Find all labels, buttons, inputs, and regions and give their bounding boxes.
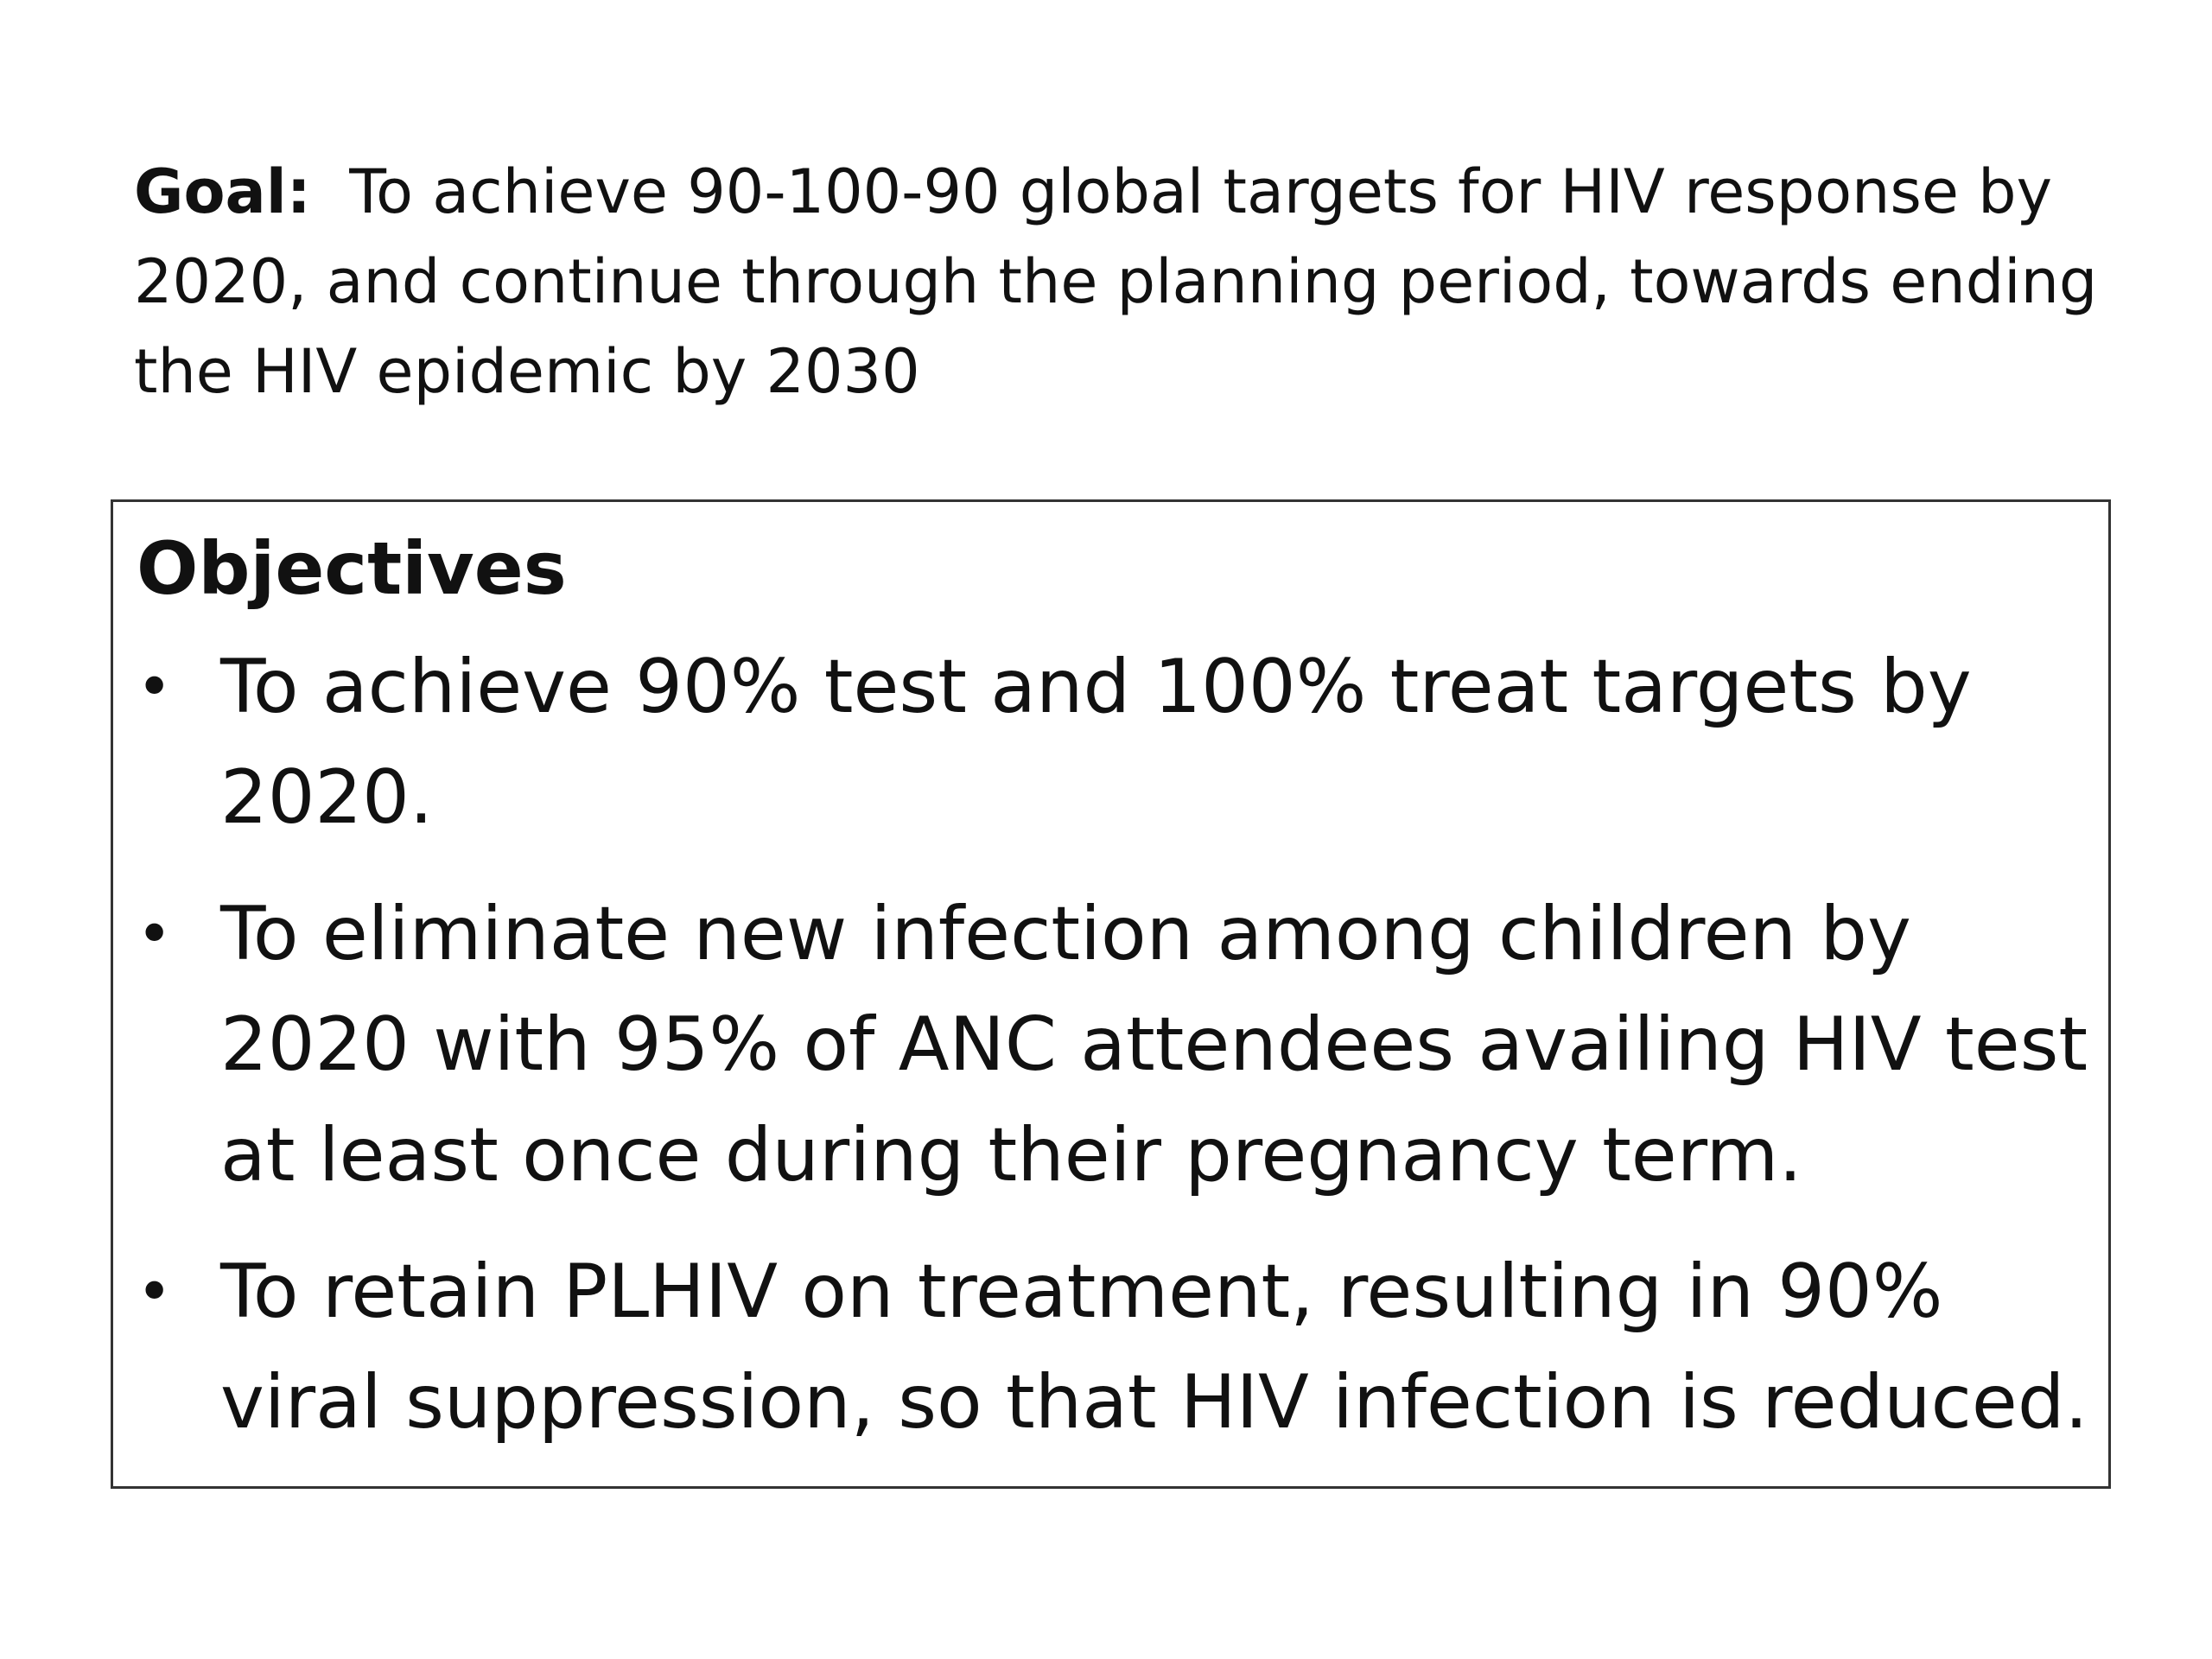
objectives-heading: Objectives [137,526,567,611]
objective-text: To eliminate new infection among children by 2020 with 95% of ANC attendees availing HIV test at least once during their pregnancy term. [220,891,2088,1198]
bullet-icon: • [137,1256,173,1327]
objectives-list [137,632,2098,1484]
goal-label: Goal: [134,156,311,227]
objective-item [137,632,2098,853]
goal-text: To achieve 90-100-90 global targets for HIV response by 2020, and continue through the planning period, towards ending the HIV epidemic by 2030 [134,156,2098,407]
objectives-box [111,499,2111,1489]
bullet-icon: • [137,899,173,969]
goal-statement [134,147,2104,416]
bullet-icon: • [137,652,173,722]
objective-text: To achieve 90% test and 100% treat targets by 2020. [220,644,1972,841]
objective-item [137,879,2098,1211]
objective-item [137,1236,2098,1458]
objective-text: To retain PLHIV on treatment, resulting in 90% viral suppression, so that HIV infection is reduced. [220,1249,2088,1446]
